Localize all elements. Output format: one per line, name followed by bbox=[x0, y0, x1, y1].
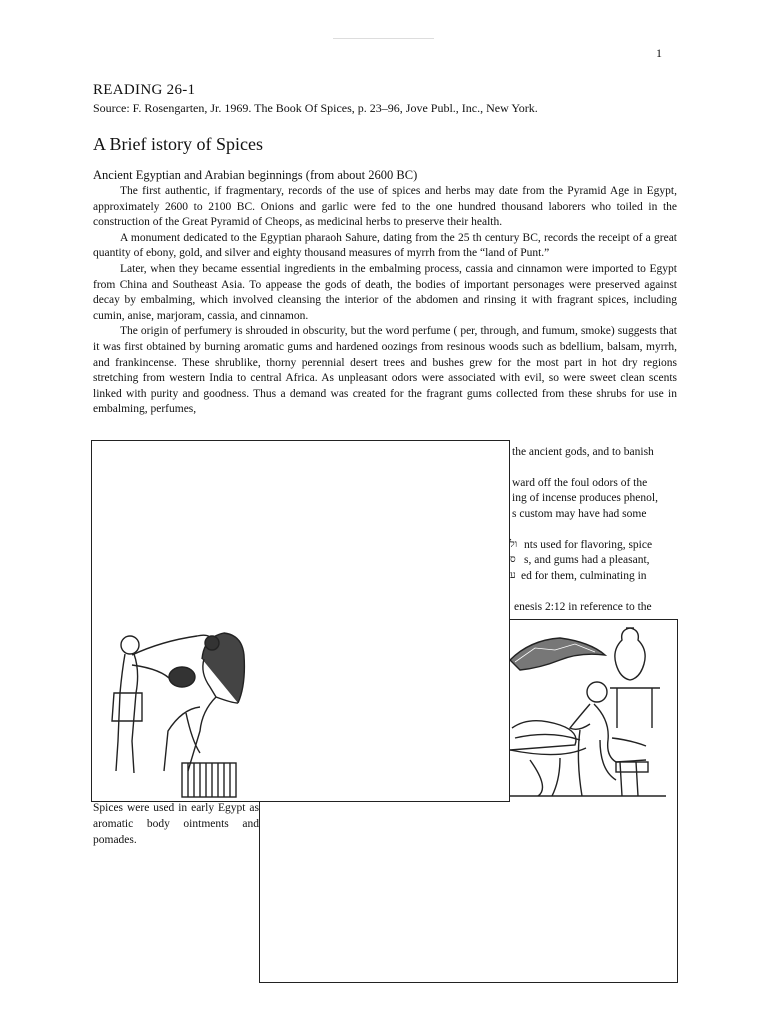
text-fragment-mark: ול bbox=[510, 539, 518, 550]
section-heading: Ancient Egyptian and Arabian beginnings (from about 2600 BC) bbox=[93, 168, 418, 182]
figure-caption: Spices were used in early Egypt as aromatic body ointments and pomades. bbox=[93, 802, 259, 846]
reading-title: READING 26-1 bbox=[93, 82, 196, 98]
text-fragment-mark: ס bbox=[510, 554, 516, 565]
anointing-illustration bbox=[91, 440, 510, 802]
text-fragment: ed for them, culminating in bbox=[521, 570, 647, 582]
paragraph: Later, when they became essential ingredients in the embalming process, cassia and cinnamon were imported to Egypt from China and Southeast Asia. To appease the gods of death, the bodies of important personages were preserved against decay by embalming, which involved cleansing the interior of the abdomen and rinsing it with fragrant spices, including cumin, anise, marjoram, cassia, and cinnamon. bbox=[93, 262, 677, 322]
page-number: 1 bbox=[656, 46, 662, 60]
paragraph: The first authentic, if fragmentary, records of the use of spices and herbs may date from the Pyramid Age in Egypt, approximately 2600 to 2100 BC. Onions and garlic were fed to the one hundred thousand laborers who toiled in the construction of the Great Pyramid of Cheops, as medicinal herbs to preserve their health. bbox=[93, 185, 677, 229]
text-fragment: ward off the foul odors of the bbox=[512, 477, 648, 489]
paragraph: The origin of perfumery is shrouded in obscurity, but the word perfume ( per, through, and fumum, smoke) suggests that it was first obtained by burning aromatic gums and hardened oozings from resinous woods such as bdellium, balsam, myrrh, and frankincense. These shrublike, thorny perennial desert trees and bushes grew for the most part in hot dry regions stretching from western India to central Africa. As unpleasant odors were associated with evil, so were sweet clean scents linked with purity and goodness. Thus a demand was created for the fragrant gums collected from these shrubs for use in embalming, perfumes, bbox=[93, 325, 677, 416]
text-fragment-mark: ע bbox=[510, 570, 516, 581]
text-fragment: nts used for flavoring, spice bbox=[524, 539, 653, 551]
text-fragment: the ancient gods, and to banish bbox=[512, 446, 654, 458]
text-fragment: ing of incense produces phenol, bbox=[512, 492, 658, 504]
body-text bbox=[93, 184, 677, 474]
paragraph: A monument dedicated to the Egyptian pharaoh Sahure, dating from the 25 th century BC, records the receipt of a great quantity of ebony, gold, and silver and eighty thousand measures of myrrh from the “land of Punt.” bbox=[93, 231, 677, 260]
anointing-drawing bbox=[92, 441, 509, 801]
text-fragment: s, and gums had a pleasant, bbox=[524, 554, 650, 566]
text-fragment: enesis 2:12 in reference to the bbox=[514, 601, 652, 613]
text-fragment: s custom may have had some bbox=[512, 508, 647, 520]
article-title: A Brief istory of Spices bbox=[93, 134, 263, 154]
header-placeholder bbox=[333, 38, 434, 75]
source-citation: Source: F. Rosengarten, Jr. 1969. The Book Of Spices, p. 23–96, Jove Publ., Inc., New York. bbox=[93, 101, 538, 115]
